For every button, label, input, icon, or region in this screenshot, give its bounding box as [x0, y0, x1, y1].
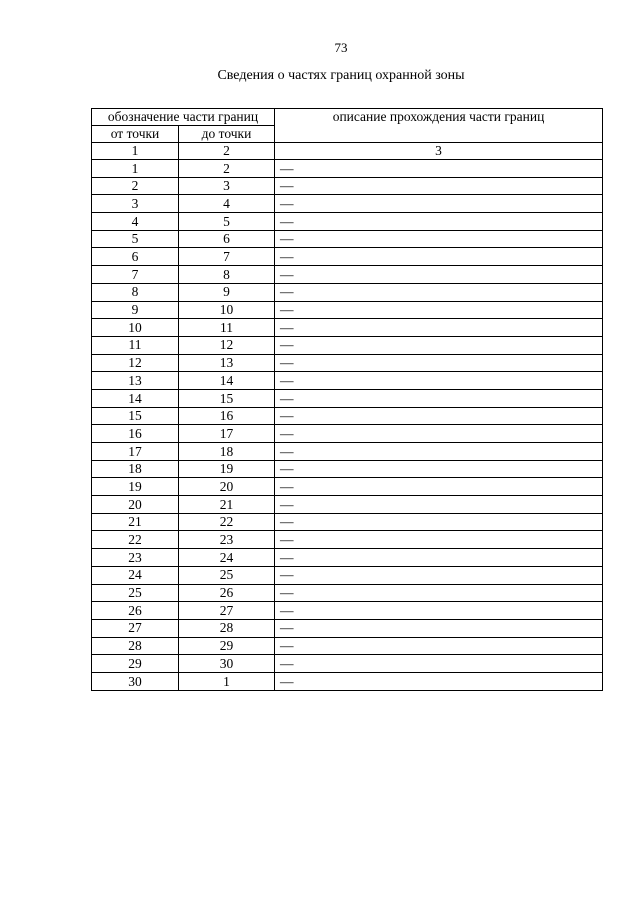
table-row [92, 478, 603, 496]
cell-from-point: 8 [92, 283, 179, 301]
table-row [92, 230, 603, 248]
cell-from-point: 18 [92, 460, 179, 478]
cell-from-point: 30 [92, 672, 179, 690]
cell-description: — [275, 177, 603, 195]
table-row [92, 566, 603, 584]
cell-from-point: 3 [92, 195, 179, 213]
cell-from-point: 22 [92, 531, 179, 549]
cell-from-point: 27 [92, 619, 179, 637]
cell-to-point: 2 [179, 160, 275, 178]
table-row [92, 672, 603, 690]
cell-to-point: 29 [179, 637, 275, 655]
cell-to-point: 6 [179, 230, 275, 248]
cell-description: — [275, 584, 603, 602]
cell-description: — [275, 513, 603, 531]
cell-to-point: 16 [179, 407, 275, 425]
cell-to-point: 1 [179, 672, 275, 690]
cell-description: — [275, 655, 603, 673]
table-row [92, 584, 603, 602]
table-row [92, 549, 603, 567]
table-row [92, 354, 603, 372]
cell-to-point: 15 [179, 389, 275, 407]
cell-description: — [275, 566, 603, 584]
cell-to-point: 5 [179, 213, 275, 231]
cell-to-point: 14 [179, 372, 275, 390]
boundary-parts-table [91, 108, 603, 691]
table-row [92, 319, 603, 337]
table-row [92, 301, 603, 319]
cell-from-point: 23 [92, 549, 179, 567]
cell-description: — [275, 460, 603, 478]
table-row [92, 443, 603, 461]
cell-to-point: 23 [179, 531, 275, 549]
cell-from-point: 7 [92, 266, 179, 284]
cell-to-point: 13 [179, 354, 275, 372]
cell-description: — [275, 619, 603, 637]
table-body [92, 160, 603, 691]
table-row [92, 195, 603, 213]
table-row [92, 407, 603, 425]
table-row [92, 213, 603, 231]
cell-from-point: 29 [92, 655, 179, 673]
cell-description: — [275, 354, 603, 372]
cell-to-point: 26 [179, 584, 275, 602]
cell-to-point: 18 [179, 443, 275, 461]
cell-to-point: 7 [179, 248, 275, 266]
cell-from-point: 2 [92, 177, 179, 195]
table-row [92, 460, 603, 478]
cell-from-point: 16 [92, 425, 179, 443]
table-row [92, 531, 603, 549]
cell-from-point: 12 [92, 354, 179, 372]
cell-to-point: 3 [179, 177, 275, 195]
table-row [92, 266, 603, 284]
cell-description: — [275, 195, 603, 213]
cell-description: — [275, 248, 603, 266]
table-row [92, 389, 603, 407]
cell-from-point: 28 [92, 637, 179, 655]
cell-description: — [275, 230, 603, 248]
cell-from-point: 4 [92, 213, 179, 231]
cell-description: — [275, 319, 603, 337]
cell-description: — [275, 425, 603, 443]
cell-from-point: 14 [92, 389, 179, 407]
column-number: 1 [92, 143, 179, 160]
cell-to-point: 20 [179, 478, 275, 496]
cell-from-point: 9 [92, 301, 179, 319]
cell-to-point: 17 [179, 425, 275, 443]
cell-description: — [275, 213, 603, 231]
header-to-point: до точки [179, 126, 275, 143]
cell-description: — [275, 372, 603, 390]
column-number: 3 [275, 143, 603, 160]
table-row [92, 248, 603, 266]
cell-to-point: 22 [179, 513, 275, 531]
cell-description: — [275, 301, 603, 319]
cell-from-point: 21 [92, 513, 179, 531]
table-row [92, 496, 603, 514]
cell-to-point: 8 [179, 266, 275, 284]
cell-to-point: 19 [179, 460, 275, 478]
cell-from-point: 19 [92, 478, 179, 496]
column-number: 2 [179, 143, 275, 160]
cell-to-point: 21 [179, 496, 275, 514]
cell-to-point: 11 [179, 319, 275, 337]
cell-from-point: 6 [92, 248, 179, 266]
header-description: описание прохождения части границ [275, 109, 603, 143]
cell-description: — [275, 602, 603, 620]
cell-to-point: 9 [179, 283, 275, 301]
cell-from-point: 20 [92, 496, 179, 514]
cell-description: — [275, 407, 603, 425]
table-row [92, 336, 603, 354]
cell-description: — [275, 443, 603, 461]
cell-from-point: 10 [92, 319, 179, 337]
cell-description: — [275, 672, 603, 690]
cell-description: — [275, 336, 603, 354]
cell-from-point: 15 [92, 407, 179, 425]
table-row [92, 425, 603, 443]
cell-description: — [275, 637, 603, 655]
table-row [92, 372, 603, 390]
table-row [92, 513, 603, 531]
cell-to-point: 12 [179, 336, 275, 354]
cell-description: — [275, 389, 603, 407]
table-row [92, 177, 603, 195]
cell-from-point: 11 [92, 336, 179, 354]
cell-from-point: 13 [92, 372, 179, 390]
cell-to-point: 24 [179, 549, 275, 567]
cell-to-point: 10 [179, 301, 275, 319]
table-row [92, 160, 603, 178]
cell-description: — [275, 266, 603, 284]
table-row [92, 637, 603, 655]
cell-from-point: 24 [92, 566, 179, 584]
cell-from-point: 17 [92, 443, 179, 461]
cell-to-point: 30 [179, 655, 275, 673]
cell-to-point: 27 [179, 602, 275, 620]
cell-description: — [275, 496, 603, 514]
cell-description: — [275, 549, 603, 567]
cell-description: — [275, 531, 603, 549]
table-row [92, 619, 603, 637]
cell-from-point: 25 [92, 584, 179, 602]
page-number: 73 [334, 40, 348, 55]
table-row [92, 602, 603, 620]
cell-to-point: 28 [179, 619, 275, 637]
header-from-point: от точки [92, 126, 179, 143]
cell-to-point: 4 [179, 195, 275, 213]
cell-from-point: 1 [92, 160, 179, 178]
cell-to-point: 25 [179, 566, 275, 584]
cell-from-point: 5 [92, 230, 179, 248]
header-boundary-designation: обозначение части границ [92, 109, 275, 126]
cell-description: — [275, 283, 603, 301]
table-row [92, 283, 603, 301]
cell-from-point: 26 [92, 602, 179, 620]
table-row [92, 655, 603, 673]
cell-description: — [275, 478, 603, 496]
page-title: Сведения о частях границ охранной зоны [217, 68, 465, 83]
cell-description: — [275, 160, 603, 178]
